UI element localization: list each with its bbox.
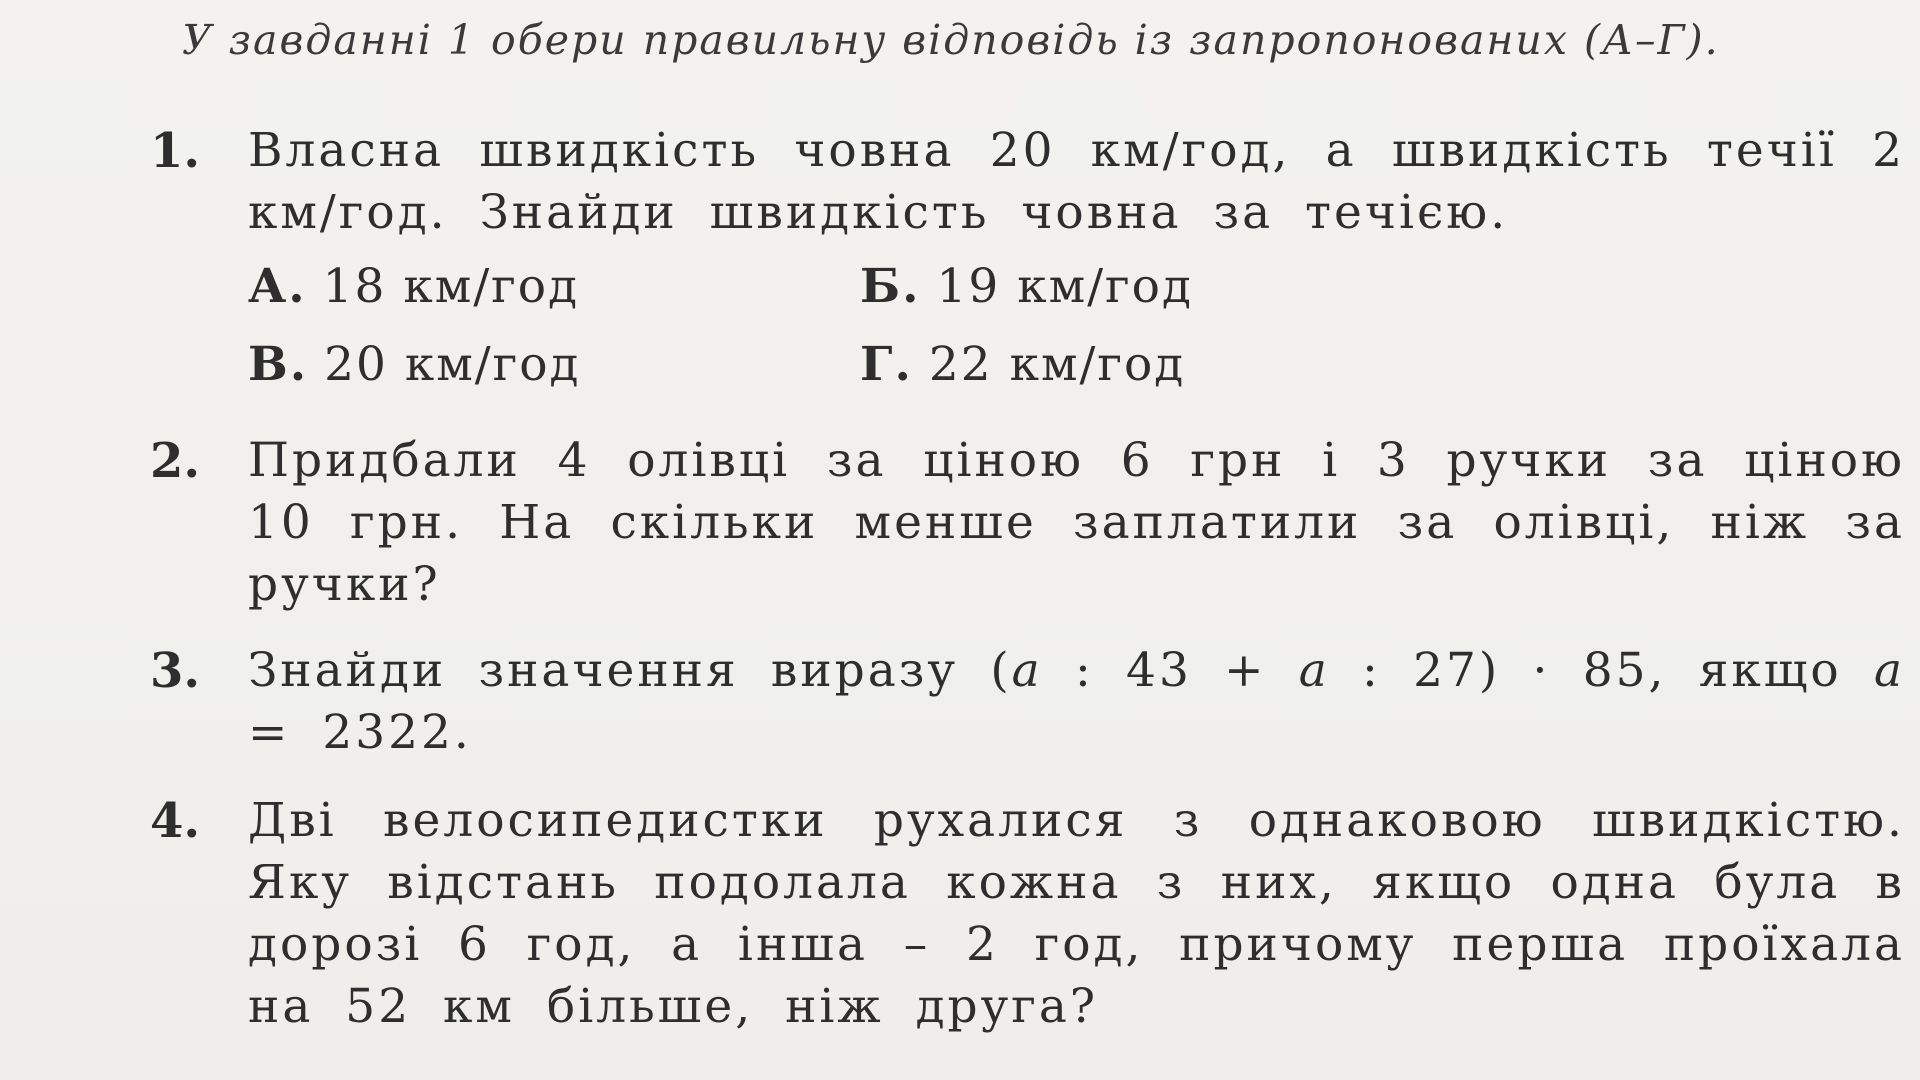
option-a [248, 256, 579, 318]
task-2 [150, 430, 1905, 620]
option-value: 20 км/год [324, 337, 581, 392]
task-3 [150, 640, 1905, 770]
task-number: 3. [150, 643, 201, 699]
task-4 [150, 790, 1905, 1050]
task-number: 4. [150, 793, 201, 849]
variable-a: a [1011, 643, 1043, 698]
option-letter: Г. [860, 337, 913, 392]
variable-a: a [1298, 643, 1330, 698]
expr-text: Знайди значення виразу ( [248, 643, 1012, 698]
option-value: 19 км/год [936, 259, 1193, 314]
task-text: Дві велосипедистки рухалися з однаковою швидкістю. Яку відстань подолала кожна з них, якщо одна була в дорозі 6 год, а інша – 2 год, причому перша проїхала на 52 км більше, ніж друга? [248, 793, 1905, 1034]
expr-text: = 2322. [248, 705, 472, 760]
option-value: 22 км/год [928, 337, 1186, 392]
option-letter: А. [248, 259, 307, 314]
option-d [860, 334, 1185, 396]
option-value: 18 км/год [322, 259, 580, 314]
task-text: Власна швидкість човна 20 км/год, а швидкість течії 2 км/год. Знайди швидкість човна за течією. [248, 123, 1905, 240]
variable-a: a [1873, 643, 1905, 698]
expr-text: : 43 + [1042, 643, 1299, 698]
task-1 [150, 120, 1905, 420]
task-text [248, 640, 1905, 764]
option-b [860, 256, 1193, 318]
instruction-text: У завданні 1 обери правильну відповідь із запропонованих (А–Г). [182, 16, 1720, 64]
option-letter: Б. [860, 259, 921, 314]
option-c [248, 334, 580, 396]
task-number: 1. [150, 123, 201, 179]
task-number: 2. [150, 433, 201, 489]
expr-text: : 27) · 85, якщо [1329, 643, 1874, 698]
option-letter: В. [248, 337, 309, 392]
task-text: Придбали 4 олівці за ціною 6 грн і 3 ручки за ціною 10 грн. На скільки менше заплатили за олівці, ніж за ручки? [248, 433, 1905, 612]
